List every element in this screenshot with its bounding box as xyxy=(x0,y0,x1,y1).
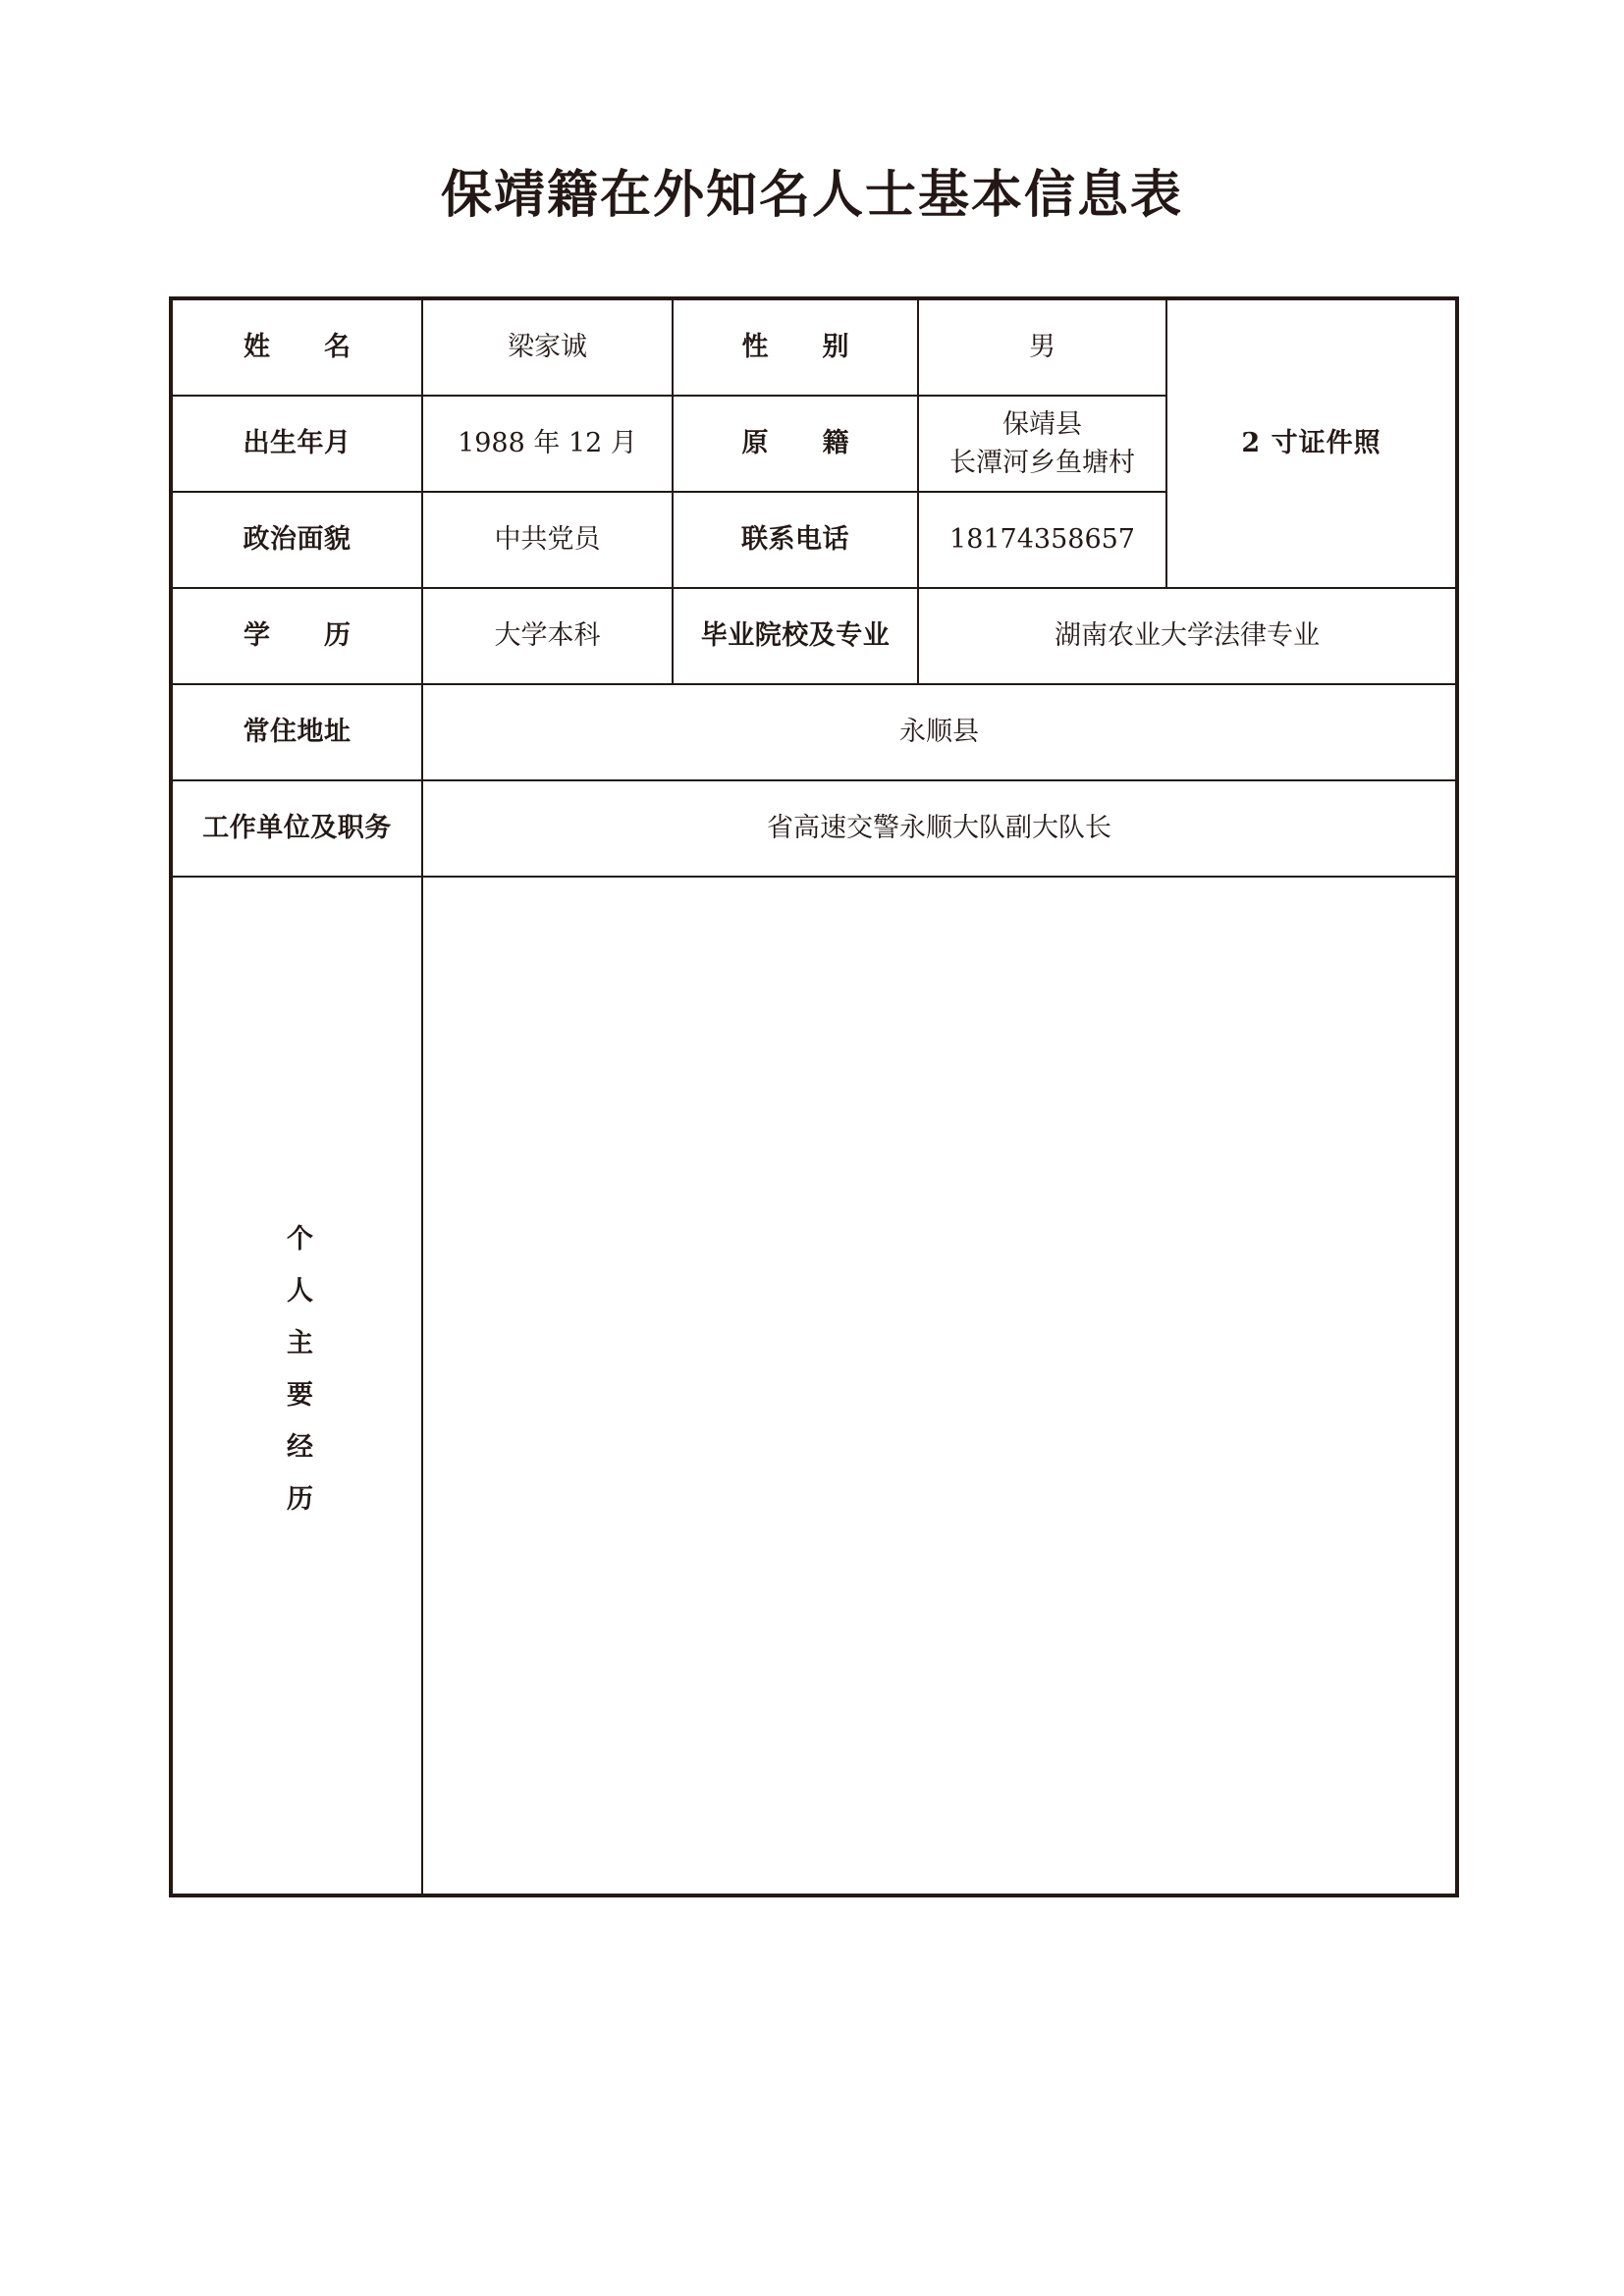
label-gender: 性 别 xyxy=(673,298,918,396)
table-row-work xyxy=(171,780,1457,877)
origin-line-county: 保靖县 xyxy=(1002,408,1082,440)
label-phone: 联系电话 xyxy=(673,492,918,588)
value-work-unit-position: 省高速交警永顺大队副大队长 xyxy=(422,780,1457,877)
value-school-major: 湖南农业大学法律专业 xyxy=(918,588,1457,684)
label-education: 学 历 xyxy=(171,588,422,684)
value-political-status: 中共党员 xyxy=(422,492,673,588)
table-row-experience xyxy=(171,877,1457,1896)
label-political-status: 政治面貌 xyxy=(171,492,422,588)
value-education: 大学本科 xyxy=(422,588,673,684)
origin-line-village: 长潭河乡鱼塘村 xyxy=(949,448,1135,478)
value-name: 梁家诚 xyxy=(422,298,673,396)
label-residence-address: 常住地址 xyxy=(171,684,422,780)
personal-info-table xyxy=(169,296,1459,1897)
value-personal-experience[interactable] xyxy=(422,877,1457,1896)
photo-placeholder-cell: 2 寸证件照 xyxy=(1166,298,1457,588)
label-work-unit-position: 工作单位及职务 xyxy=(171,780,422,877)
value-origin xyxy=(918,396,1166,492)
label-birth-date: 出生年月 xyxy=(171,396,422,492)
value-gender: 男 xyxy=(918,298,1166,396)
table-row-address xyxy=(171,684,1457,780)
page-title: 保靖籍在外知名人士基本信息表 xyxy=(440,165,1183,225)
table-row-name xyxy=(171,298,1457,396)
label-personal-experience-cell xyxy=(171,877,422,1896)
table-row-education xyxy=(171,588,1457,684)
label-name: 姓 名 xyxy=(171,298,422,396)
label-origin: 原 籍 xyxy=(673,396,918,492)
value-birth-date: 1988 年 12 月 xyxy=(422,396,673,492)
label-school-major: 毕业院校及专业 xyxy=(673,588,918,684)
value-phone: 18174358657 xyxy=(918,492,1166,588)
label-personal-experience: 个人主要经历 xyxy=(282,1223,312,1536)
value-residence-address: 永顺县 xyxy=(422,684,1457,780)
